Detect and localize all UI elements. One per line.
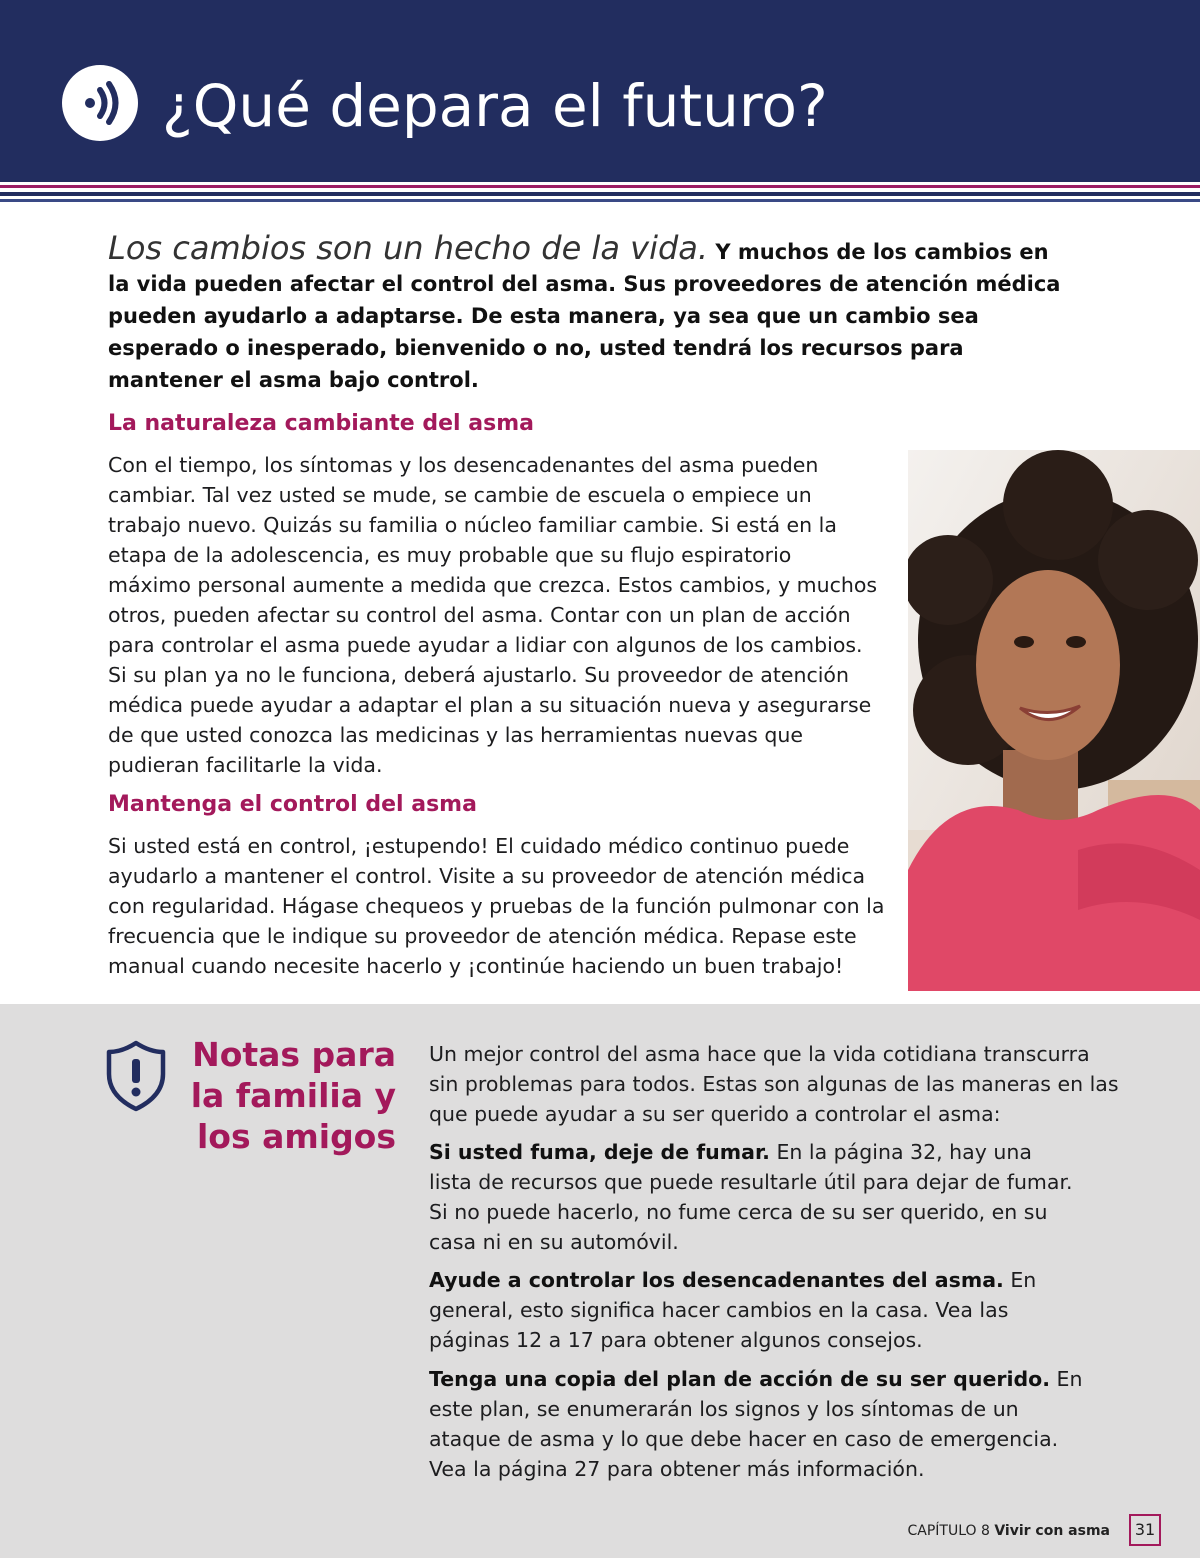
page-title: ¿Qué depara el futuro?	[162, 72, 828, 140]
header-stripes	[0, 182, 1200, 204]
notes-tip-1	[429, 1137, 1079, 1257]
notes-tip-1-text: En la página 32, hay una lista de recursos que puede resultarle útil para dejar de fumar. Si no puede hacerlo, no fume cerca de su ser querido, en su casa ni en su automóvil.	[429, 1140, 1073, 1254]
notes-title: Notas para la familia y los amigos	[190, 1035, 396, 1156]
section-heading-keep-control: Mantenga el control del asma	[108, 792, 477, 817]
chapter-title: Vivir con asma	[994, 1523, 1110, 1539]
audio-waves-icon	[62, 65, 138, 141]
notes-intro: Un mejor control del asma hace que la vida cotidiana transcurra sin problemas para todos. Estas son algunas de las maneras en las que puede ayudar a su ser querido a controlar el asma:	[429, 1042, 1119, 1126]
intro-paragraph	[108, 229, 1068, 396]
chapter-label	[870, 1521, 1110, 1541]
page-header	[0, 0, 1200, 182]
smiling-woman-photo	[908, 450, 1200, 991]
chapter-number: CAPÍTULO 8	[907, 1523, 990, 1539]
notes-tip-1-bold: Si usted fuma, deje de fumar.	[429, 1140, 770, 1164]
intro-lead: Los cambios son un hecho de la vida.	[108, 229, 709, 267]
notes-tip-3-text: En este plan, se enumerarán los signos y los síntomas de un ataque de asma y lo que debe hacer en caso de emergencia. Vea la página 27 para obtener más información.	[429, 1367, 1083, 1481]
notes-tip-3	[429, 1364, 1089, 1484]
page-number: 31	[1129, 1514, 1161, 1546]
section-text-changing-nature: Con el tiempo, los síntomas y los desencadenantes del asma pueden cambiar. Tal vez usted se mude, se cambie de escuela o empiece un trabajo nuevo. Quizás su familia o núcleo familiar cambie. Si está en la etapa de la adolescencia, es muy probable que su flujo espiratorio máximo personal aumente a medida que crezca. Estos cambios, y muchos otros, pueden afectar su control del asma. Contar con un plan de acción para controlar el asma puede ayudar a lidiar con algunos de los cambios. Si su plan ya no le funciona, deberá ajustarlo. Su proveedor de atención médica puede ayudar a adaptar el plan a su situación nueva y asegurarse de que usted conozca las medicinas y las herramientas nuevas que pudieran facilitarle la vida.	[108, 453, 878, 777]
notes-tip-2-bold: Ayude a controlar los desencadenantes del asma.	[429, 1268, 1004, 1292]
notes-tip-2	[429, 1265, 1089, 1355]
notes-tip-2-text: En general, esto significa hacer cambios en la casa. Vea las páginas 12 a 17 para obtener algunos consejos.	[429, 1268, 1037, 1352]
section-text-keep-control: Si usted está en control, ¡estupendo! El cuidado médico continuo puede ayudarlo a mantener el control. Visite a su proveedor de atención médica con regularidad. Hágase chequeos y pruebas de la función pulmonar con la frecuencia que le indique su proveedor de atención médica. Repase este manual cuando necesite hacerlo y ¡continúe haciendo un buen trabajo!	[108, 834, 885, 978]
section-heading-changing-nature: La naturaleza cambiante del asma	[108, 411, 534, 436]
notes-tip-3-bold: Tenga una copia del plan de acción de su ser querido.	[429, 1367, 1051, 1391]
intro-bold: Y muchos de los cambios en la vida pueden afectar el control del asma. Sus proveedores de atención médica pueden ayudarlo a adaptarse. De esta manera, ya sea que un cambio sea esperado o inesperado, bienvenido o no, usted tendrá los recursos para mantener el asma bajo control.	[108, 240, 1061, 392]
shield-exclamation-icon	[106, 1040, 166, 1116]
